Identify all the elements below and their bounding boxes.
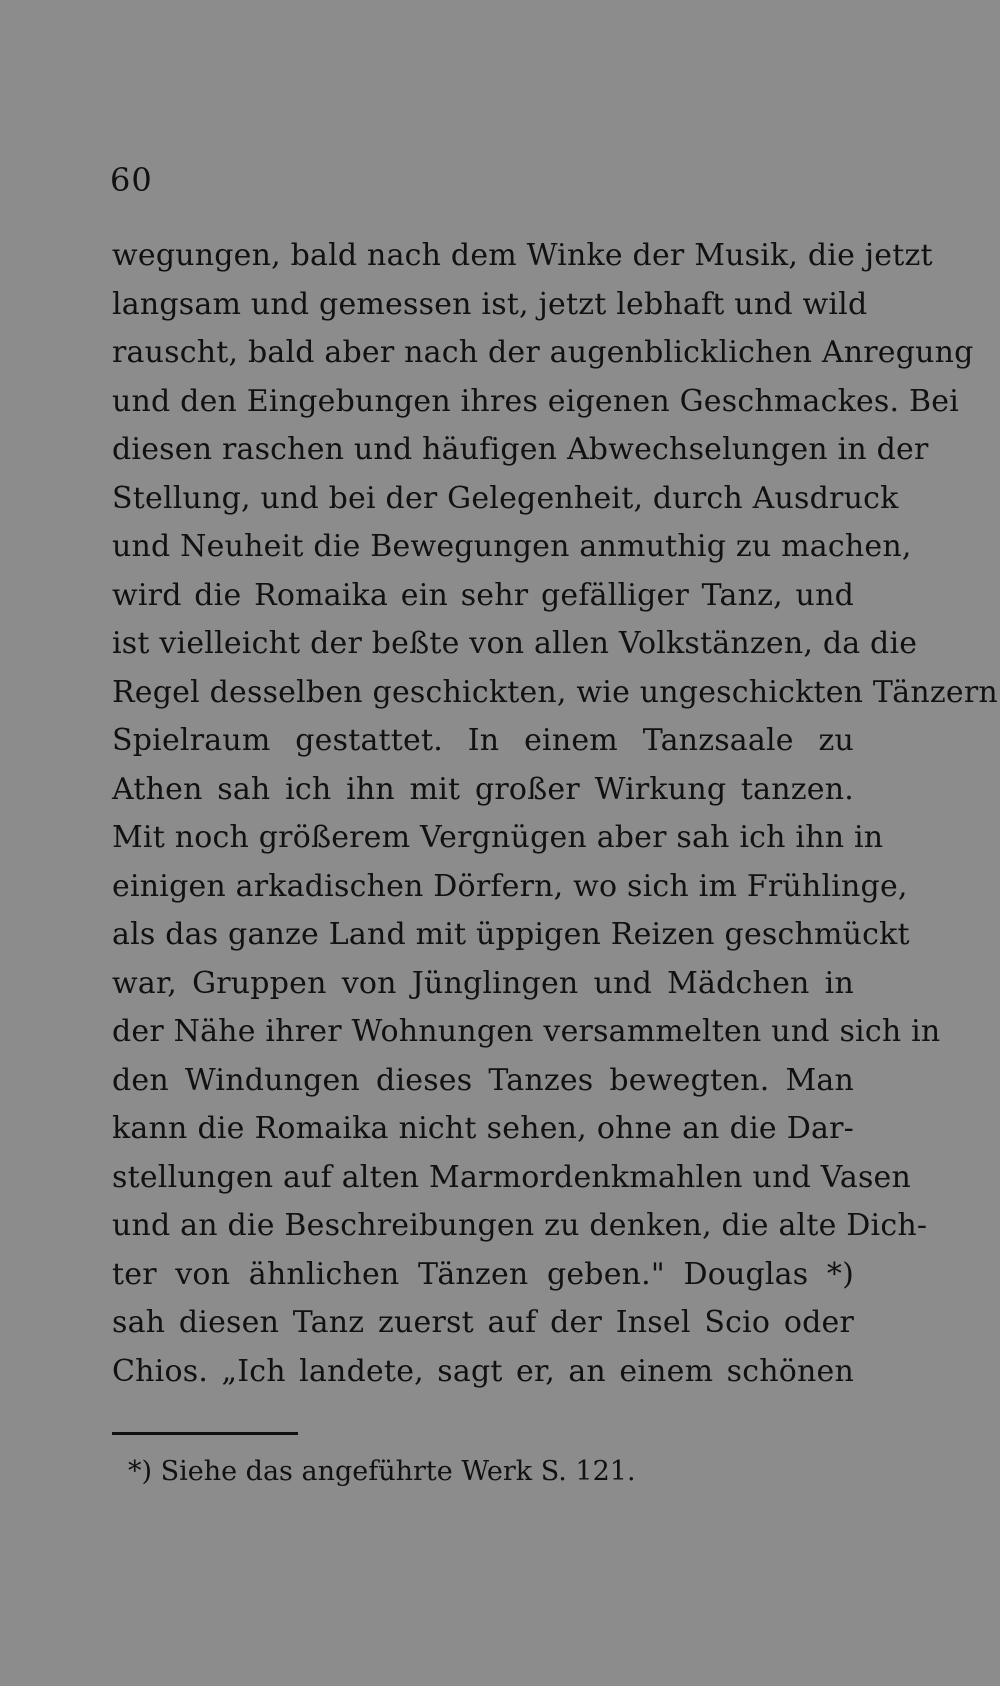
text-line: kann die Romaika nicht sehen, ohne an die Dar-: [112, 1111, 854, 1146]
text-line: als das ganze Land mit üppigen Reizen geschmückt: [112, 917, 910, 952]
footnote-divider: [112, 1432, 298, 1435]
text-line: rauscht, bald aber nach der augenblicklichen Anregung: [112, 335, 974, 370]
text-line: diesen raschen und häufigen Abwechselungen in der: [112, 432, 929, 467]
text-line: ter von ähnlichen Tänzen geben." Douglas *): [112, 1256, 854, 1292]
body-text: [112, 232, 998, 1396]
text-line: Mit noch größerem Vergnügen aber sah ich ihn in: [112, 820, 884, 855]
text-line: stellungen auf alten Marmordenkmahlen und Vasen: [112, 1159, 912, 1195]
footnote: *) Siehe das angeführte Werk S. 121.: [128, 1456, 636, 1487]
text-line: und den Eingebungen ihres eigenen Geschmackes. Bei: [112, 383, 959, 419]
text-line: Athen sah ich ihn mit großer Wirkung tanzen.: [112, 771, 854, 807]
text-line: einigen arkadischen Dörfern, wo sich im Frühlinge,: [112, 868, 908, 904]
text-line: Stellung, und bei der Gelegenheit, durch Ausdruck: [112, 480, 899, 516]
text-line: den Windungen dieses Tanzes bewegten. Man: [112, 1062, 854, 1098]
text-line: und Neuheit die Bewegungen anmuthig zu machen,: [112, 529, 912, 564]
text-line: Regel desselben geschickten, wie ungeschickten Tänzern: [112, 674, 998, 710]
text-line: Chios. „Ich landete, sagt er, an einem schönen: [112, 1353, 854, 1389]
text-line: langsam und gemessen ist, jetzt lebhaft und wild: [112, 286, 868, 322]
text-line: Spielraum gestattet. In einem Tanzsaale zu: [112, 723, 854, 758]
text-line: wegungen, bald nach dem Winke der Musik, die jetzt: [112, 238, 933, 273]
text-line: wird die Romaika ein sehr gefälliger Tanz, und: [112, 577, 854, 613]
page-number: 60: [110, 161, 153, 199]
text-line: sah diesen Tanz zuerst auf der Insel Scio oder: [112, 1305, 854, 1340]
text-line: war, Gruppen von Jünglingen und Mädchen in: [112, 965, 854, 1001]
text-line: und an die Beschreibungen zu denken, die alte Dich-: [112, 1208, 928, 1243]
text-line: der Nähe ihrer Wohnungen versammelten und sich in: [112, 1014, 941, 1049]
text-line: ist vielleicht der beßte von allen Volkstänzen, da die: [112, 626, 918, 661]
